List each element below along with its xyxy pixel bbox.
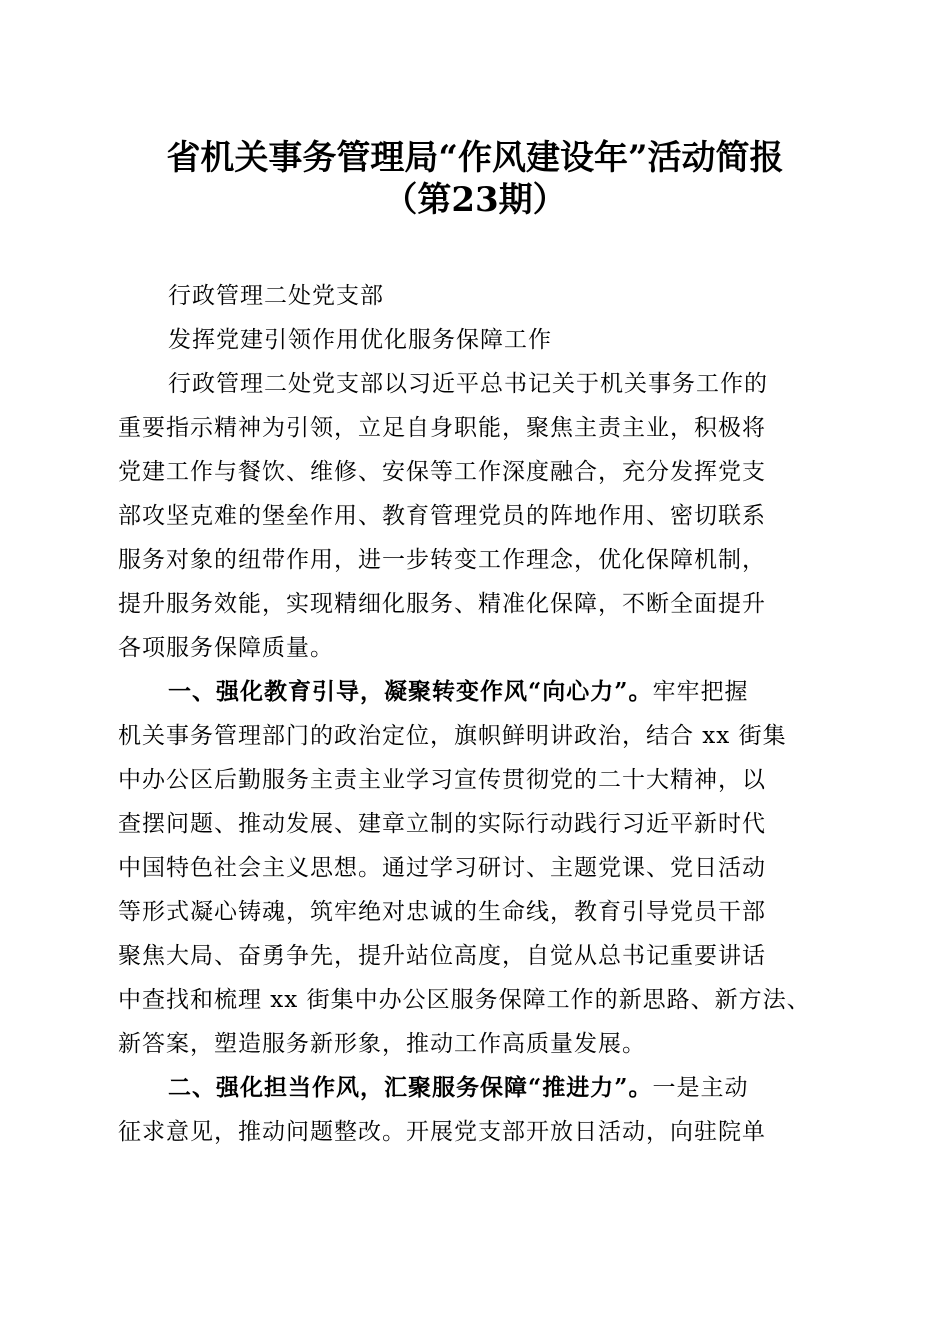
intro-line: 重要指示精神为引领，立足自身职能，聚焦主责主业，积极将	[118, 415, 766, 441]
article-subject: 发挥党建引领作用优化服务保障工作	[168, 327, 552, 353]
section1-line: 中查找和梳理 xx 街集中办公区服务保障工作的新思路、新方法、	[118, 987, 811, 1013]
section1-first-line	[168, 677, 748, 707]
section2-first-text: 一是主动	[652, 1075, 749, 1101]
section1-line: 中国特色社会主义思想。通过学习研讨、主题党课、党日活动	[118, 855, 766, 881]
intro-line: 部攻坚克难的堡垒作用、教育管理党员的阵地作用、密切联系	[118, 503, 766, 529]
section1-line: 查摆问题、推动发展、建章立制的实际行动践行习近平新时代	[118, 811, 766, 837]
intro-line: 提升服务效能，实现精细化服务、精准化保障，不断全面提升	[118, 591, 766, 617]
department-name: 行政管理二处党支部	[168, 283, 384, 309]
section1-line: 等形式凝心铸魂，筑牢绝对忠诚的生命线，教育引导党员干部	[118, 899, 766, 925]
intro-line: 服务对象的纽带作用，进一步转变工作理念，优化保障机制，	[118, 547, 766, 573]
intro-line: 行政管理二处党支部以习近平总书记关于机关事务工作的	[168, 371, 768, 397]
section2-line: 征求意见，推动问题整改。开展党支部开放日活动，向驻院单	[118, 1119, 766, 1145]
section1-line: 机关事务管理部门的政治定位，旗帜鲜明讲政治，结合 xx 街集	[118, 723, 787, 749]
section2-heading: 二、强化担当作风，汇聚服务保障“推进力”。	[168, 1074, 653, 1101]
section1-line: 新答案，塑造服务新形象，推动工作高质量发展。	[118, 1031, 646, 1057]
intro-line: 各项服务保障质量。	[118, 635, 334, 661]
section2-first-line	[168, 1073, 748, 1103]
issue-number: （第23期）	[383, 180, 567, 220]
section1-line: 中办公区后勤服务主责主业学习宣传贯彻党的二十大精神，以	[118, 767, 766, 793]
section1-first-text: 牢牢把握	[652, 679, 749, 705]
section1-line: 聚焦大局、奋勇争先，提升站位高度，自觉从总书记重要讲话	[118, 943, 766, 969]
section1-heading: 一、强化教育引导，凝聚转变作风“向心力”。	[168, 678, 653, 705]
intro-line: 党建工作与餐饮、维修、安保等工作深度融合，充分发挥党支	[118, 459, 766, 485]
document-title: 省机关事务管理局“作风建设年”活动简报	[166, 138, 784, 178]
